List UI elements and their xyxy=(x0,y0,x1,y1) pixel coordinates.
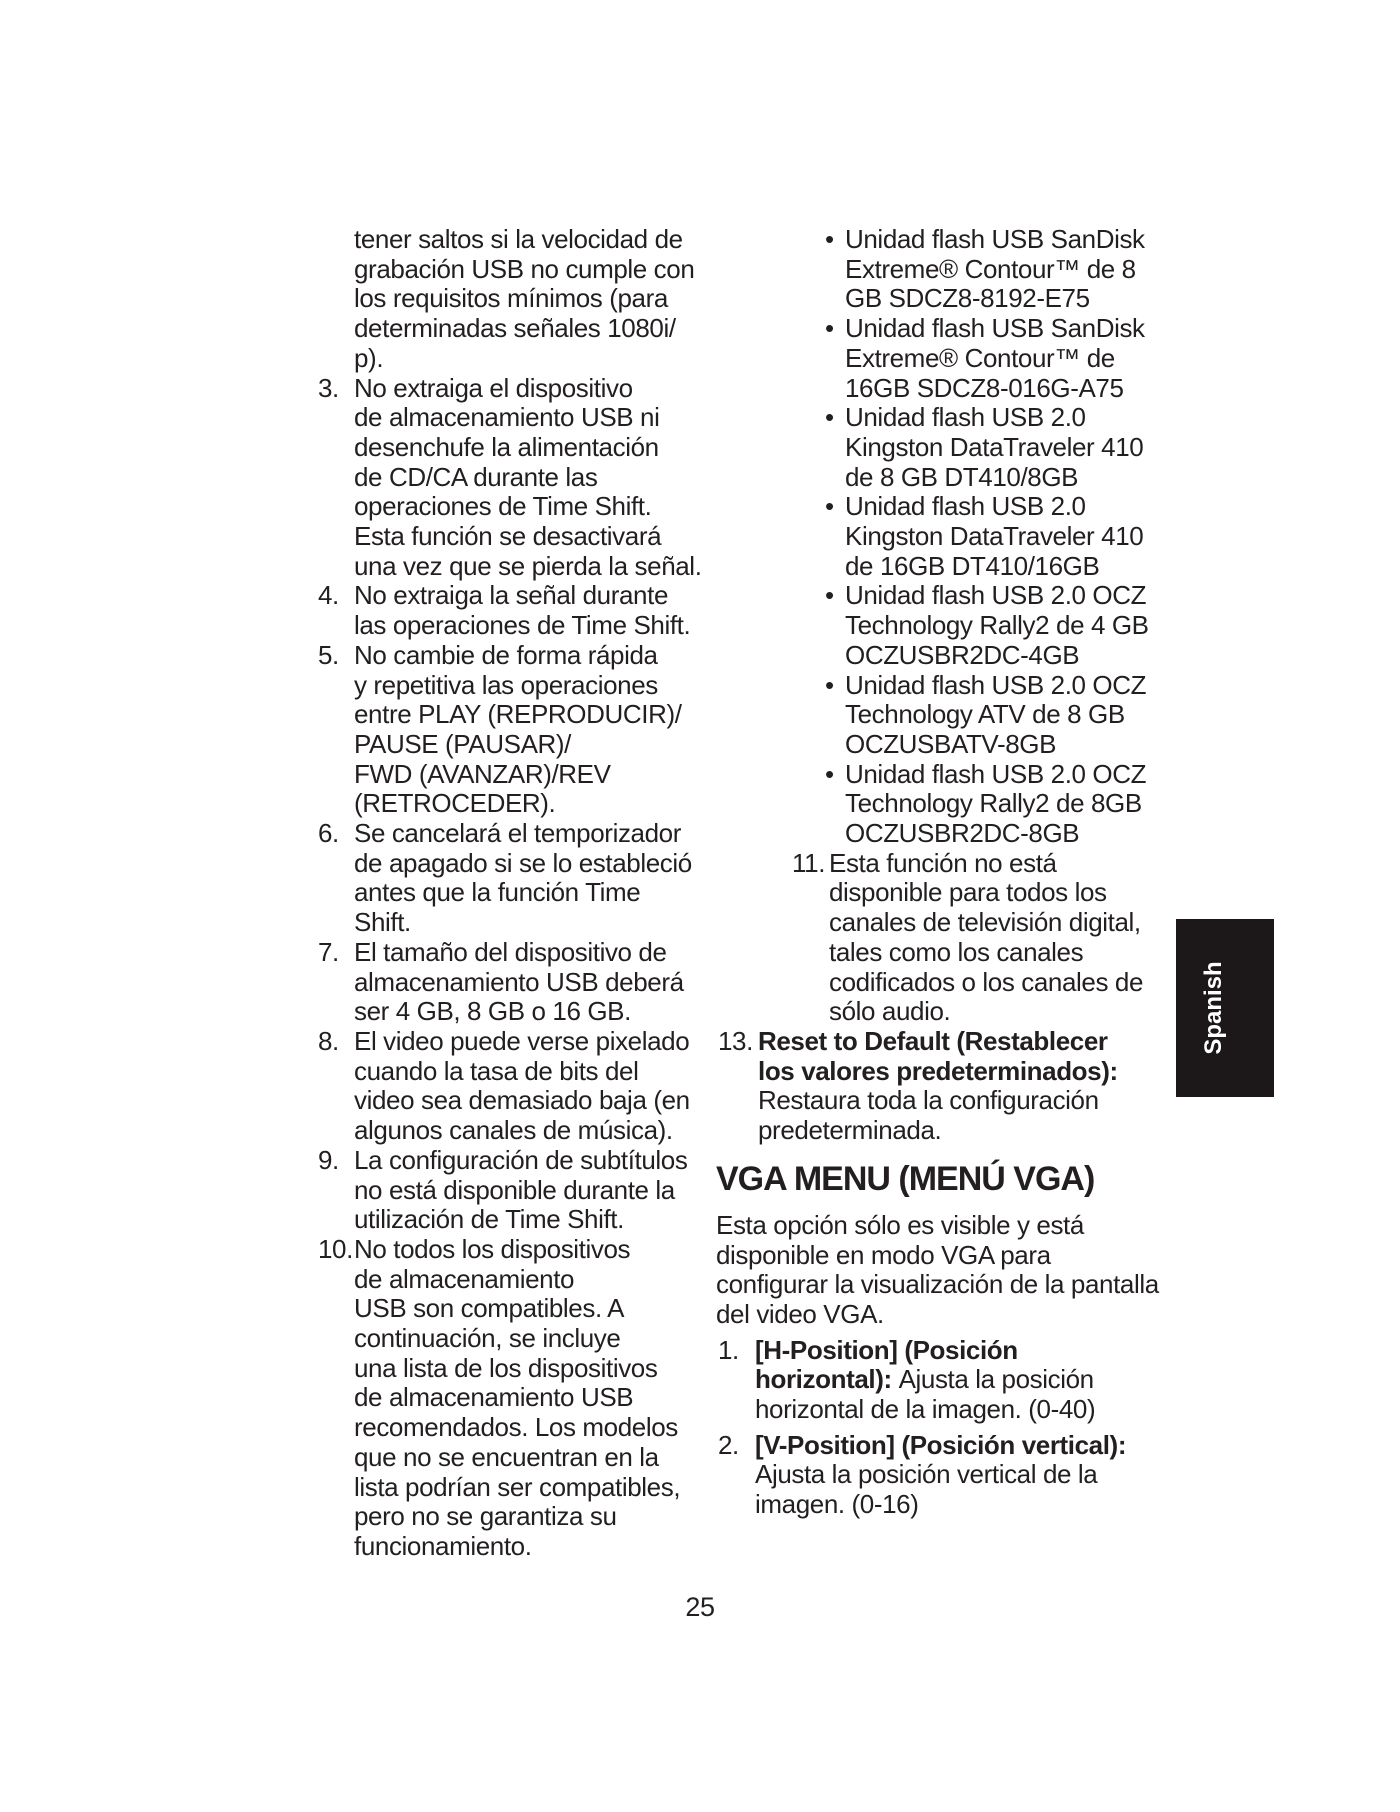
text-line: grabación USB no cumple con xyxy=(354,253,695,284)
text-line: Esta opción sólo es visible y está xyxy=(716,1209,1084,1240)
text-line: Esta función se desactivará xyxy=(354,521,662,552)
text-line: de 8 GB DT410/8GB xyxy=(845,461,1079,492)
text-line: No cambie de forma rápida xyxy=(354,639,658,670)
item-marker: • xyxy=(825,758,834,789)
vga-intro-paragraph xyxy=(716,1209,1159,1330)
text-line: El video puede verse pixelado xyxy=(354,1025,690,1056)
vga-settings-list xyxy=(716,1336,1156,1520)
text-line: Esta función no está xyxy=(829,847,1057,878)
text-line: de almacenamiento xyxy=(354,1263,575,1294)
numbered-list-item xyxy=(318,225,703,374)
item-marker: 13. xyxy=(718,1025,753,1056)
text-line: OCZUSBATV-8GB xyxy=(845,728,1057,759)
bullet-list-item xyxy=(825,671,1156,760)
language-tab-label: Spanish xyxy=(1199,961,1227,1055)
text-line: predeterminada. xyxy=(758,1115,942,1146)
text-line: 16GB SDCZ8-016G-A75 xyxy=(845,372,1124,403)
numbered-list-item xyxy=(718,1027,1156,1146)
text-line: del video VGA. xyxy=(716,1298,884,1329)
text-line: Unidad flash USB SanDisk xyxy=(845,224,1145,254)
text-line: continuación, se incluye xyxy=(354,1323,621,1354)
text-line: OCZUSBR2DC-8GB xyxy=(845,818,1080,849)
text-line: Shift. xyxy=(354,907,411,938)
text-line: disponible para todos los xyxy=(829,877,1107,908)
bullet-list-item xyxy=(825,760,1156,849)
text-line: y repetitiva las operaciones xyxy=(354,669,658,700)
text-line: operaciones de Time Shift. xyxy=(354,491,652,522)
item-marker: 8. xyxy=(318,1025,339,1056)
text-line: Unidad flash USB 2.0 OCZ xyxy=(845,580,1147,611)
text-line: Reset to Default (Restablecer xyxy=(758,1025,1108,1056)
text-line: una lista de los dispositivos xyxy=(354,1352,658,1383)
text-line: No todos los dispositivos xyxy=(354,1233,631,1264)
bullet-list-item xyxy=(825,492,1156,581)
item-marker: • xyxy=(825,313,834,344)
item-marker: 3. xyxy=(318,372,339,403)
text-line: Unidad flash USB 2.0 OCZ xyxy=(845,669,1147,700)
item-marker: 1. xyxy=(718,1334,739,1365)
item-marker: • xyxy=(825,491,834,522)
text-line: Kingston DataTraveler 410 xyxy=(845,521,1144,552)
bullet-list-item xyxy=(825,403,1156,492)
item-11-group xyxy=(716,849,1156,1027)
text-line: Unidad flash USB 2.0 xyxy=(845,402,1086,433)
text-line: Ajusta la posición vertical de la xyxy=(755,1459,1098,1490)
page-number: 25 xyxy=(685,1592,715,1622)
text-line: de almacenamiento USB xyxy=(354,1382,634,1413)
text-line: los valores predeterminados): xyxy=(758,1055,1118,1086)
text-line: Technology Rally2 de 4 GB xyxy=(845,610,1149,641)
item-marker: 4. xyxy=(318,580,339,611)
text-line: [V-Position] (Posición vertical): xyxy=(755,1429,1127,1460)
text-line: de 16GB DT410/16GB xyxy=(845,550,1100,581)
text-line: La configuración de subtítulos xyxy=(354,1144,688,1175)
numbered-list-item xyxy=(318,1146,703,1235)
right-column xyxy=(716,224,1159,1520)
item-marker: • xyxy=(825,224,834,254)
text-line: p). xyxy=(354,342,384,373)
text-line: video sea demasiado baja (en xyxy=(354,1085,690,1116)
text-line: antes que la función Time xyxy=(354,877,641,908)
text-line: GB SDCZ8-8192-E75 xyxy=(845,283,1090,314)
text-line: pero no se garantiza su xyxy=(354,1501,617,1532)
item-marker: • xyxy=(825,580,834,611)
text-line: disponible en modo VGA para xyxy=(716,1239,1051,1270)
numbered-list-item xyxy=(792,849,1156,1027)
text-line: horizontal de la imagen. (0-40) xyxy=(755,1394,1096,1425)
text-line: imagen. (0-16) xyxy=(755,1489,919,1520)
text-line: FWD (AVANZAR)/REV xyxy=(354,758,611,789)
text-line: una vez que se pierda la señal. xyxy=(354,550,702,581)
numbered-list-item xyxy=(318,1027,703,1146)
numbered-list-item xyxy=(318,374,703,582)
item-marker: • xyxy=(825,669,834,700)
text-line: almacenamiento USB deberá xyxy=(354,966,684,997)
numbered-list-item xyxy=(318,1235,703,1562)
text-line: Extreme® Contour™ de xyxy=(845,342,1115,373)
text-line: las operaciones de Time Shift. xyxy=(354,610,691,641)
text-line: cuando la tasa de bits del xyxy=(354,1055,639,1086)
item-marker: • xyxy=(825,402,834,433)
text-line: entre PLAY (REPRODUCIR)/ xyxy=(354,699,682,730)
text-line: No extraiga la señal durante xyxy=(354,580,669,611)
bullet-list-item xyxy=(825,581,1156,670)
numbered-list-item xyxy=(318,581,703,640)
numbered-list-item xyxy=(318,819,703,938)
bullet-list-item xyxy=(825,225,1156,314)
text-line: horizontal): Ajusta la posición xyxy=(755,1364,1094,1395)
text-line: sólo audio. xyxy=(829,996,951,1027)
text-line: Unidad flash USB SanDisk xyxy=(845,313,1145,344)
text-line: Kingston DataTraveler 410 xyxy=(845,431,1144,462)
text-line: los requisitos mínimos (para xyxy=(354,283,668,314)
text-line: determinadas señales 1080i/ xyxy=(354,313,676,344)
bullet-list-item xyxy=(825,314,1156,403)
item-marker: 6. xyxy=(318,818,339,849)
text-line: no está disponible durante la xyxy=(354,1174,675,1205)
text-line: de almacenamiento USB ni xyxy=(354,402,660,433)
numbered-list-item xyxy=(318,641,703,819)
text-line: codificados o los canales de xyxy=(829,966,1144,997)
item-marker: 7. xyxy=(318,936,339,967)
text-line: Technology Rally2 de 8GB xyxy=(845,788,1142,819)
usb-device-bullet-list xyxy=(716,225,1156,849)
text-line: recomendados. Los modelos xyxy=(354,1412,678,1443)
text-line: Technology ATV de 8 GB xyxy=(845,699,1125,730)
item-marker: 11. xyxy=(792,847,826,878)
numbered-list-item xyxy=(718,1336,1156,1425)
text-line: que no se encuentran en la xyxy=(354,1441,659,1472)
text-line: utilización de Time Shift. xyxy=(354,1204,624,1235)
item-marker: 5. xyxy=(318,639,339,670)
item-marker: 9. xyxy=(318,1144,339,1175)
section-heading-vga-menu: VGA MENU (MENÚ VGA) xyxy=(716,1159,1095,1198)
text-line: No extraiga el dispositivo xyxy=(354,372,633,403)
text-line: [H-Position] (Posición xyxy=(755,1334,1018,1365)
text-line: lista podrían ser compatibles, xyxy=(354,1471,681,1502)
text-line: tales como los canales xyxy=(829,936,1084,967)
item-marker: 2. xyxy=(718,1429,739,1460)
item-marker: 10. xyxy=(318,1233,353,1264)
text-line: de apagado si se lo estableció xyxy=(354,847,692,878)
text-line: algunos canales de música). xyxy=(354,1115,673,1146)
text-line: Unidad flash USB 2.0 OCZ xyxy=(845,758,1147,789)
text-line: desenchufe la alimentación xyxy=(354,431,659,462)
text-line: Se cancelará el temporizador xyxy=(354,818,681,849)
text-line: ser 4 GB, 8 GB o 16 GB. xyxy=(354,996,631,1027)
text-line: configurar la visualización de la pantalla xyxy=(716,1269,1159,1300)
text-line: de CD/CA durante las xyxy=(354,461,598,492)
text-line: Unidad flash USB 2.0 xyxy=(845,491,1086,522)
text-line: Restaura toda la configuración xyxy=(758,1085,1099,1116)
text-line: PAUSE (PAUSAR)/ xyxy=(354,728,571,759)
text-line: OCZUSBR2DC-4GB xyxy=(845,639,1080,670)
text-line: Extreme® Contour™ de 8 xyxy=(845,253,1136,284)
item-13-group xyxy=(716,1027,1156,1146)
text-line: canales de televisión digital, xyxy=(829,907,1141,938)
numbered-list-item xyxy=(318,938,703,1027)
language-tab-spanish xyxy=(1176,919,1274,1097)
text-line: funcionamiento. xyxy=(354,1530,532,1561)
numbered-list-item xyxy=(718,1431,1156,1520)
text-line: USB son compatibles. A xyxy=(354,1293,625,1324)
text-line: El tamaño del dispositivo de xyxy=(354,936,667,967)
left-column xyxy=(318,225,703,1562)
text-line: tener saltos si la velocidad de xyxy=(354,224,683,254)
text-line: (RETROCEDER). xyxy=(354,788,556,819)
